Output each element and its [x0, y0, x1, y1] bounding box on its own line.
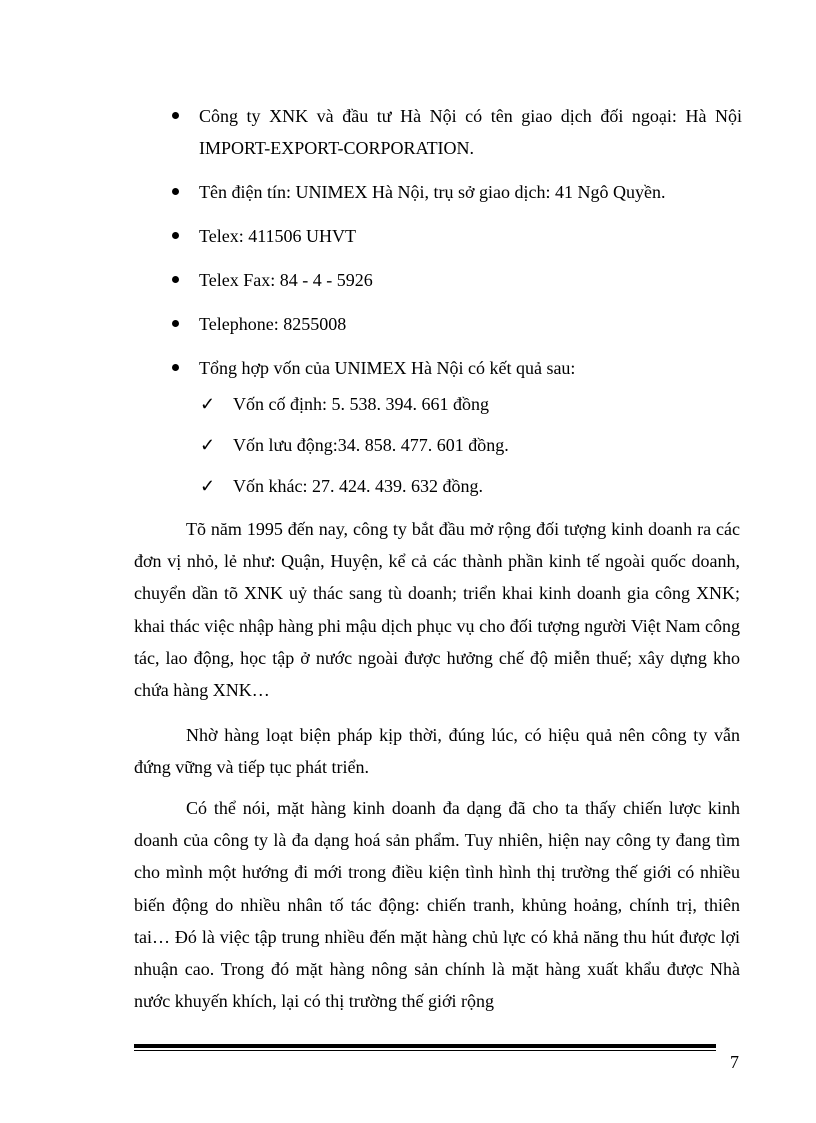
paragraph-measures: Nhờ hàng loạt biện pháp kịp thời, đúng lúc, có hiệu quả nên công ty vẫn đứng vững và tiếp tục phát triển. [134, 725, 740, 778]
bullet-icon [172, 232, 179, 239]
company-info-list [172, 100, 742, 396]
bullet-icon [172, 112, 179, 119]
paragraph-strategy: Có thể nói, mặt hàng kinh doanh đa dạng đã cho ta thấy chiến lược kinh doanh của công ty là đa dạng hoá sản phẩm. Tuy nhiên, hiện nay công ty đang tìm cho mình một hướng đi mới trong điều kiện tình hình thị trường thế giới có nhiều biến động do nhiều nhân tố tác động: chiến tranh, khủng hoảng, chính trị, thiên tai… Đó là việc tập trung nhiều đến mặt hàng chủ lực có khả năng thu hút được lợi nhuận cao. Trong đó mặt hàng nông sản chính là mặt hàng xuất khẩu được Nhà nước khuyến khích, lại có thị trường thế giới rộng [134, 798, 740, 1012]
list-item [172, 220, 742, 252]
bullet-text: Công ty XNK và đầu tư Hà Nội có tên giao dịch đối ngoại: Hà Nội IMPORT-EXPORT-CORPORATION. [199, 106, 742, 158]
paragraph-expansion: Tõ năm 1995 đến nay, công ty bắt đầu mở rộng đối tượng kinh doanh ra các đơn vị nhỏ, lẻ như: Quận, Huyện, kể cả các thành phần kinh tế ngoài quốc doanh, chuyển dần tõ XNK uỷ thác sang tù doanh; triển khai kinh doanh gia công XNK; khai thác việc nhập hàng phi mậu dịch phục vụ cho đối tượng người Việt Nam công tác, lao động, học tập ở nước ngoài được hưởng chế độ miễn thuế; xây dựng kho chứa hàng XNK… [134, 519, 740, 701]
bullet-icon [172, 276, 179, 283]
capital-text: Vốn khác: 27. 424. 439. 632 đồng. [233, 476, 483, 496]
list-item [200, 470, 740, 502]
check-icon: ✓ [200, 476, 216, 496]
check-icon: ✓ [200, 394, 216, 414]
capital-text: Vốn cố định: 5. 538. 394. 661 đồng [233, 394, 489, 414]
bullet-text: Telex Fax: 84 - 4 - 5926 [199, 270, 373, 290]
bullet-text: Tên điện tín: UNIMEX Hà Nội, trụ sở giao dịch: 41 Ngô Quyền. [199, 182, 666, 202]
list-item [172, 176, 742, 208]
footer-divider [134, 1044, 716, 1048]
list-item [172, 352, 742, 384]
page-number: 7 [730, 1052, 739, 1072]
list-item [172, 308, 742, 340]
bullet-icon [172, 188, 179, 195]
footer-divider-thin [134, 1050, 716, 1051]
bullet-text: Telex: 411506 UHVT [199, 226, 357, 246]
list-item [200, 388, 740, 420]
list-item [200, 429, 740, 461]
check-icon: ✓ [200, 435, 216, 455]
capital-list [200, 388, 740, 511]
bullet-icon [172, 320, 179, 327]
bullet-icon [172, 364, 179, 371]
list-item [172, 264, 742, 296]
capital-text: Vốn lưu động:34. 858. 477. 601 đồng. [233, 435, 509, 455]
bullet-text: Tổng hợp vốn của UNIMEX Hà Nội có kết quả sau: [199, 358, 576, 378]
bullet-text: Telephone: 8255008 [199, 314, 347, 334]
list-item [172, 100, 742, 164]
